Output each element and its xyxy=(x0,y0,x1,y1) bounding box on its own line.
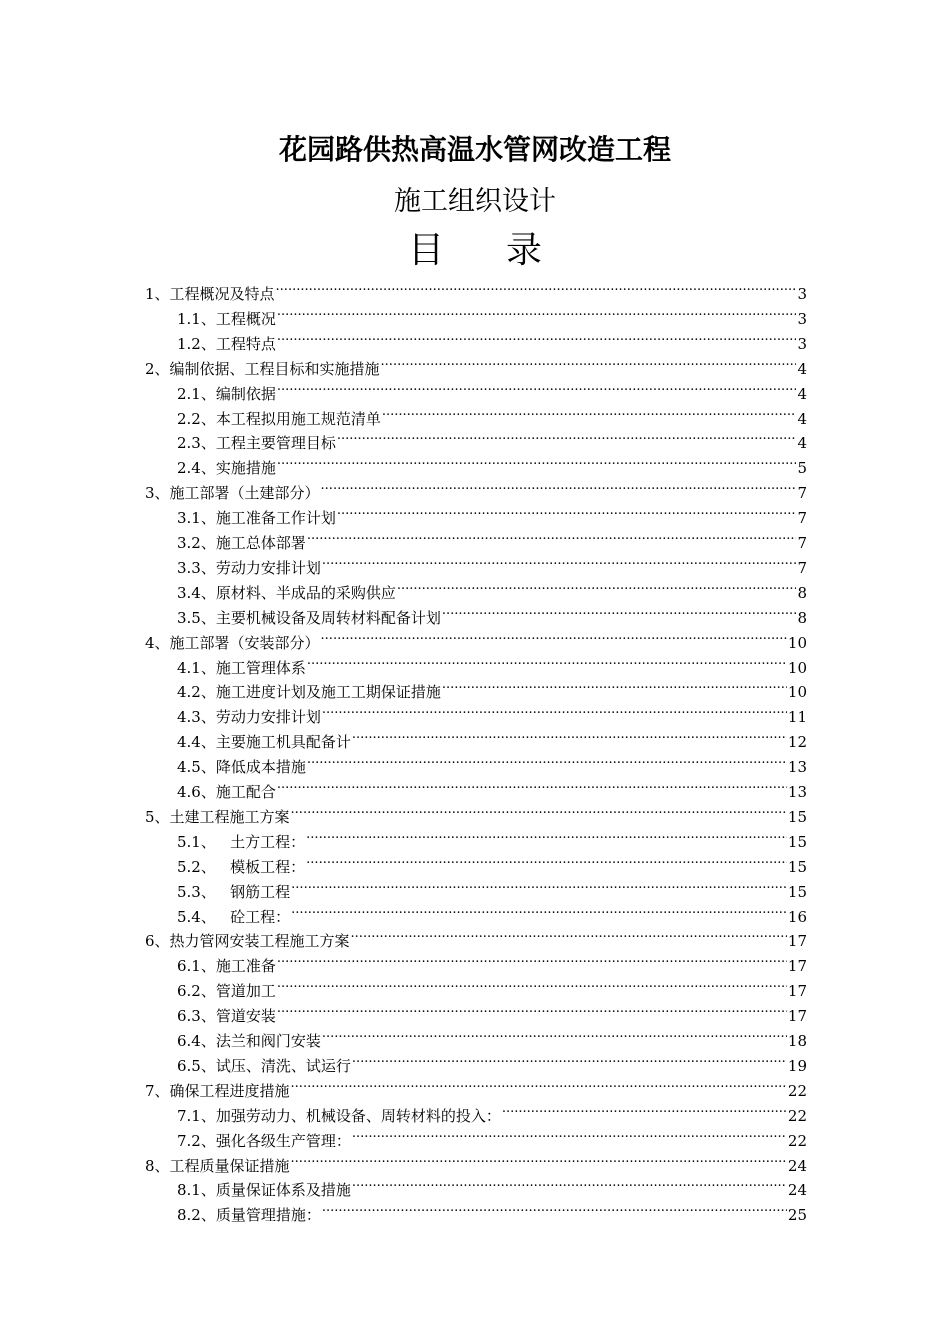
toc-section-entry[interactable] xyxy=(177,1195,807,1225)
toc-chapter-entry[interactable] xyxy=(145,473,807,503)
toc-page-number: 3 xyxy=(797,309,807,328)
toc-entry-label: 6.2、管道加工 xyxy=(177,982,276,1001)
toc-dot-leader xyxy=(307,523,797,548)
toc-section-entry[interactable] xyxy=(177,872,807,901)
toc-section-entry[interactable] xyxy=(177,598,807,627)
toc-page-number: 10 xyxy=(787,633,807,652)
toc-entry-label: 1.1、工程概况 xyxy=(177,309,276,328)
toc-dot-leader xyxy=(352,1046,787,1071)
toc-dot-leader xyxy=(337,498,797,523)
toc-entry-label: 8.2、质量管理措施： xyxy=(177,1206,321,1225)
toc-chapter-entry[interactable] xyxy=(145,349,807,378)
toc-dot-leader xyxy=(381,349,797,374)
toc-page-number: 15 xyxy=(787,882,807,901)
toc-section-entry[interactable] xyxy=(177,324,807,353)
toc-section-entry[interactable] xyxy=(177,946,807,976)
toc-section-entry[interactable] xyxy=(177,498,807,528)
toc-dot-leader xyxy=(307,648,787,673)
toc-section-entry[interactable] xyxy=(177,672,807,702)
toc-page-number: 10 xyxy=(787,683,807,702)
toc-entry-label: 8、工程质量保证措施 xyxy=(145,1156,290,1175)
toc-dot-leader xyxy=(291,1071,787,1096)
toc-entry-label: 8.1、质量保证体系及措施 xyxy=(177,1181,351,1200)
toc-dot-leader xyxy=(352,1121,787,1146)
toc-section-entry[interactable] xyxy=(177,822,807,851)
toc-section-entry[interactable] xyxy=(177,423,807,453)
toc-entry-label: 7.1、加强劳动力、机械设备、周转材料的投入： xyxy=(177,1106,501,1125)
toc-dot-leader xyxy=(351,921,787,946)
toc-section-entry[interactable] xyxy=(177,996,807,1026)
toc-page-number: 3 xyxy=(797,285,807,303)
toc-section-entry[interactable] xyxy=(177,772,807,801)
toc-page-number: 15 xyxy=(787,807,807,826)
toc-entry-label: 2.2、本工程拟用施工规范清单 xyxy=(177,409,381,428)
toc-dot-leader xyxy=(306,822,787,847)
toc-dot-leader xyxy=(277,374,797,399)
toc-dot-leader xyxy=(321,623,787,648)
toc-dot-leader xyxy=(322,548,797,573)
toc-chapter-entry[interactable] xyxy=(145,623,807,652)
toc-dot-leader xyxy=(322,1021,787,1046)
toc-dot-leader xyxy=(352,1170,787,1195)
toc-heading-char-2: 录 xyxy=(506,230,543,271)
toc-entry-label: 5.1、 土方工程： xyxy=(177,832,306,851)
toc-dot-leader xyxy=(277,971,787,996)
toc-page-number: 10 xyxy=(787,658,807,677)
toc-dot-leader xyxy=(322,1195,787,1220)
toc-page-number: 17 xyxy=(787,982,807,1001)
toc-section-entry[interactable] xyxy=(177,1096,807,1125)
toc-page-number: 17 xyxy=(787,1007,807,1026)
toc-entry-label: 4、施工部署（安装部分） xyxy=(145,633,320,652)
toc-section-entry[interactable] xyxy=(177,697,807,727)
toc-page-number: 7 xyxy=(797,558,807,577)
toc-page-number: 18 xyxy=(787,1032,807,1050)
toc-entry-label: 3、施工部署（土建部分） xyxy=(145,484,320,503)
toc-section-entry[interactable] xyxy=(177,1121,807,1150)
toc-section-entry[interactable] xyxy=(177,1046,807,1075)
toc-page-number: 22 xyxy=(787,1131,807,1150)
toc-dot-leader xyxy=(322,697,787,722)
toc-page-number: 7 xyxy=(797,509,807,528)
toc-page-number: 4 xyxy=(797,409,807,428)
toc-page-number: 11 xyxy=(787,708,807,727)
toc-dot-leader xyxy=(307,747,787,772)
toc-chapter-entry[interactable] xyxy=(145,797,807,826)
toc-entry-label: 4.2、施工进度计划及施工工期保证措施 xyxy=(177,683,441,702)
toc-entry-label: 6、热力管网安装工程施工方案 xyxy=(145,932,350,951)
toc-entry-label: 3.1、施工准备工作计划 xyxy=(177,509,336,528)
document-subtitle: 施工组织设计 xyxy=(394,186,556,217)
toc-heading-char-1: 目 xyxy=(407,230,444,271)
toc-section-entry[interactable] xyxy=(177,1170,807,1200)
toc-page-number: 8 xyxy=(797,608,807,627)
toc-entry-label: 4.4、主要施工机具配备计 xyxy=(177,733,351,752)
toc-section-entry[interactable] xyxy=(177,1021,807,1050)
toc-dot-leader xyxy=(337,423,797,448)
toc-page-number: 22 xyxy=(787,1081,807,1100)
toc-entry-label: 2、编制依据、工程目标和实施措施 xyxy=(145,359,380,378)
toc-section-entry[interactable] xyxy=(177,399,807,428)
toc-page-number: 22 xyxy=(787,1106,807,1125)
toc-page-number: 17 xyxy=(787,932,807,951)
toc-section-entry[interactable] xyxy=(177,548,807,577)
toc-entry-label: 3.4、原材料、半成品的采购供应 xyxy=(177,583,396,602)
toc-entry-label: 3.2、施工总体部署 xyxy=(177,534,306,552)
toc-page-number: 16 xyxy=(787,907,807,926)
toc-page-number: 4 xyxy=(797,359,807,378)
toc-dot-leader xyxy=(382,399,797,424)
toc-section-entry[interactable] xyxy=(177,747,807,777)
toc-dot-leader xyxy=(306,847,787,872)
toc-section-entry[interactable] xyxy=(177,573,807,602)
toc-page-number: 13 xyxy=(787,758,807,777)
toc-section-entry[interactable] xyxy=(177,847,807,876)
toc-section-entry[interactable] xyxy=(177,648,807,677)
toc-page-number: 5 xyxy=(797,459,807,478)
toc-dot-leader xyxy=(291,797,787,822)
toc-page-number: 19 xyxy=(787,1056,807,1075)
toc-entry-label: 5.4、 砼工程： xyxy=(177,907,291,926)
toc-entry-label: 2.3、工程主要管理目标 xyxy=(177,434,336,453)
toc-page-number: 24 xyxy=(787,1181,807,1200)
toc-dot-leader xyxy=(291,1146,787,1171)
toc-dot-leader xyxy=(277,996,787,1021)
toc-section-entry[interactable] xyxy=(177,897,807,926)
toc-dot-leader xyxy=(397,573,797,598)
toc-entry-label: 7、确保工程进度措施 xyxy=(145,1081,290,1100)
toc-section-entry[interactable] xyxy=(177,448,807,478)
document-title: 花园路供热高温水管网改造工程 xyxy=(278,133,671,166)
toc-dot-leader xyxy=(291,872,787,897)
toc-page-number: 24 xyxy=(787,1156,807,1175)
toc-entry-label: 6.4、法兰和阀门安装 xyxy=(177,1032,321,1050)
toc-entry-label: 1、工程概况及特点 xyxy=(145,285,275,303)
toc-entry-label: 7.2、强化各级生产管理： xyxy=(177,1131,351,1150)
toc-entry-label: 6.1、施工准备 xyxy=(177,957,276,976)
toc-dot-leader xyxy=(277,946,787,971)
toc-entry-label: 2.1、编制依据 xyxy=(177,384,276,403)
toc-chapter-entry[interactable] xyxy=(145,1071,807,1100)
toc-page-number: 7 xyxy=(797,484,807,503)
toc-page-number: 8 xyxy=(797,583,807,602)
toc-entry-label: 3.3、劳动力安排计划 xyxy=(177,558,321,577)
toc-chapter-entry[interactable] xyxy=(145,1146,807,1175)
toc-entry-label: 4.6、施工配合 xyxy=(177,783,276,801)
toc-page-number: 4 xyxy=(797,434,807,453)
toc-entry-label: 5.2、 模板工程： xyxy=(177,857,306,876)
toc-dot-leader xyxy=(276,274,797,299)
toc-dot-leader xyxy=(321,473,797,498)
toc-dot-leader xyxy=(277,299,797,324)
toc-entry-label: 2.4、实施措施 xyxy=(177,459,276,478)
toc-entry-label: 5、土建工程施工方案 xyxy=(145,807,290,826)
toc-section-entry[interactable] xyxy=(177,971,807,1001)
toc-page-number: 13 xyxy=(787,783,807,801)
toc-dot-leader xyxy=(291,897,787,922)
toc-dot-leader xyxy=(442,598,797,623)
toc-dot-leader xyxy=(277,448,797,473)
toc-section-entry[interactable] xyxy=(177,722,807,752)
toc-entry-label: 4.3、劳动力安排计划 xyxy=(177,708,321,727)
toc-dot-leader xyxy=(442,672,787,697)
toc-chapter-entry[interactable] xyxy=(145,274,807,303)
toc-section-entry[interactable] xyxy=(177,299,807,328)
toc-page-number: 25 xyxy=(787,1206,807,1225)
toc-page-number: 17 xyxy=(787,957,807,976)
toc-entry-label: 6.3、管道安装 xyxy=(177,1007,276,1026)
toc-entry-label: 1.2、工程特点 xyxy=(177,334,276,353)
toc-entry-label: 6.5、试压、清洗、试运行 xyxy=(177,1056,351,1075)
toc-heading xyxy=(0,228,950,274)
toc-page-number: 4 xyxy=(797,384,807,403)
toc-dot-leader xyxy=(277,772,787,797)
toc-page-number: 12 xyxy=(787,733,807,752)
toc-entry-label: 5.3、 钢筋工程 xyxy=(177,882,291,901)
toc-page-number: 3 xyxy=(797,334,807,353)
toc-entry-label: 3.5、主要机械设备及周转材料配备计划 xyxy=(177,608,441,627)
toc-entry-label: 4.1、施工管理体系 xyxy=(177,658,306,677)
toc-dot-leader xyxy=(277,324,797,349)
toc-chapter-entry[interactable] xyxy=(145,921,807,951)
toc-page-number: 7 xyxy=(797,534,807,552)
toc-entry-label: 4.5、降低成本措施 xyxy=(177,758,306,777)
toc-section-entry[interactable] xyxy=(177,523,807,552)
toc-dot-leader xyxy=(352,722,787,747)
toc-page-number: 15 xyxy=(787,832,807,851)
toc-section-entry[interactable] xyxy=(177,374,807,403)
toc-dot-leader xyxy=(502,1096,787,1121)
toc-page-number: 15 xyxy=(787,857,807,876)
